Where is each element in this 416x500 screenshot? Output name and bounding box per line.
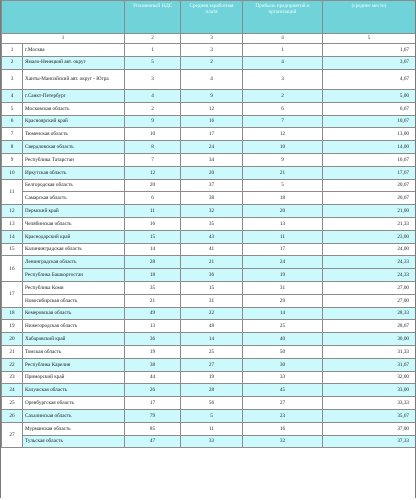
row-number: 16 (2, 256, 23, 282)
table-row (2, 154, 416, 167)
row-number: 25 (2, 397, 23, 410)
salary-rank: 33 (181, 435, 243, 448)
row-number: 17 (2, 282, 23, 308)
vat-rank: 14 (125, 243, 181, 256)
salary-rank: 43 (181, 230, 243, 243)
average-rank: 1,67 (323, 44, 416, 57)
salary-rank: 11 (181, 422, 243, 435)
profit-rank: 12 (243, 128, 323, 141)
region-name: Самарская область (23, 192, 125, 205)
vat-rank: 85 (125, 422, 181, 435)
vat-rank: 20 (125, 179, 181, 192)
average-rank: 21,33 (323, 218, 416, 231)
average-rank: 24,33 (323, 269, 416, 282)
region-name: Республика Коми (23, 282, 125, 295)
region-name: Республика Башкортостан (23, 269, 125, 282)
profit-rank: 27 (243, 397, 323, 410)
vat-rank: 21 (125, 294, 181, 307)
table-row (2, 269, 416, 282)
average-rank: 20,67 (323, 192, 416, 205)
row-number: 3 (2, 69, 23, 90)
salary-rank: 32 (181, 205, 243, 218)
salary-rank: 2 (181, 56, 243, 69)
average-rank: 30,00 (323, 333, 416, 346)
average-rank: 31,67 (323, 358, 416, 371)
table-row (2, 115, 416, 128)
average-rank: 13,00 (323, 128, 416, 141)
profit-rank: 19 (243, 269, 323, 282)
average-rank: 16,67 (323, 154, 416, 167)
average-rank: 17,67 (323, 166, 416, 179)
table-row (2, 90, 416, 103)
region-name: Нижегородская область (23, 320, 125, 333)
region-name: Республика Татарстан (23, 154, 125, 167)
row-number: 6 (2, 115, 23, 128)
table-row (2, 333, 416, 346)
vat-rank: 44 (125, 371, 181, 384)
region-name: Свердловская область (23, 141, 125, 154)
profit-rank: 29 (243, 294, 323, 307)
profit-rank: 23 (243, 410, 323, 423)
row-number: 5 (2, 102, 23, 115)
salary-rank: 3 (181, 44, 243, 57)
region-name: Кемеровская область (23, 307, 125, 320)
table-row (2, 141, 416, 154)
table-row (2, 307, 416, 320)
column-number: 5 (323, 34, 416, 44)
salary-rank: 22 (181, 307, 243, 320)
row-number: 24 (2, 384, 23, 397)
average-rank: 27,00 (323, 294, 416, 307)
table-body (2, 34, 416, 448)
vat-rank: 6 (125, 192, 181, 205)
region-name: Калужская область (23, 384, 125, 397)
vat-rank: 38 (125, 358, 181, 371)
table-row (2, 205, 416, 218)
salary-rank: 21 (181, 256, 243, 269)
salary-rank: 17 (181, 128, 243, 141)
vat-rank: 17 (125, 397, 181, 410)
profit-rank: 25 (243, 320, 323, 333)
salary-rank: 31 (181, 294, 243, 307)
row-number: 11 (2, 179, 23, 205)
vat-rank: 10 (125, 128, 181, 141)
row-number: 19 (2, 320, 23, 333)
row-number: 20 (2, 333, 23, 346)
row-number: 15 (2, 243, 23, 256)
table-row (2, 243, 416, 256)
average-rank: 24,33 (323, 256, 416, 269)
average-rank: 3,67 (323, 56, 416, 69)
vat-rank: 1 (125, 44, 181, 57)
vat-rank: 11 (125, 205, 181, 218)
table-row (2, 371, 416, 384)
salary-rank: 16 (181, 115, 243, 128)
average-rank: 23,00 (323, 230, 416, 243)
region-name: Ямало-Ненецкий авт. округ (23, 56, 125, 69)
profit-rank: 24 (243, 256, 323, 269)
row-number: 9 (2, 154, 23, 167)
vat-rank: 79 (125, 410, 181, 423)
average-rank: 37,33 (323, 435, 416, 448)
region-name: Ленинградская область (23, 256, 125, 269)
region-name: Краснодарский край (23, 230, 125, 243)
salary-rank: 38 (181, 192, 243, 205)
row-number: 7 (2, 128, 23, 141)
region-name: Хабаровский край (23, 333, 125, 346)
average-rank: 33,33 (323, 397, 416, 410)
vat-rank: 35 (125, 282, 181, 295)
average-rank: 28,67 (323, 320, 416, 333)
vat-rank: 28 (125, 256, 181, 269)
table-row (2, 230, 416, 243)
average-rank: 32,00 (323, 371, 416, 384)
table-row (2, 56, 416, 69)
average-rank: 4,67 (323, 69, 416, 90)
table-row (2, 192, 416, 205)
profit-rank: 45 (243, 384, 323, 397)
vat-rank: 47 (125, 435, 181, 448)
salary-rank: 25 (181, 346, 243, 359)
table-row (2, 294, 416, 307)
column-number: 4 (243, 34, 323, 44)
region-name: Тульская область (23, 435, 125, 448)
vat-rank: 3 (125, 69, 181, 90)
profit-rank: 6 (243, 102, 323, 115)
vat-rank: 8 (125, 141, 181, 154)
table-row (2, 410, 416, 423)
salary-rank: 35 (181, 218, 243, 231)
profit-rank: 40 (243, 333, 323, 346)
region-name: Приморский край (23, 371, 125, 384)
vat-rank: 7 (125, 154, 181, 167)
average-rank: 28,33 (323, 307, 416, 320)
vat-rank: 13 (125, 320, 181, 333)
region-name: Пермский край (23, 205, 125, 218)
salary-rank: 14 (181, 333, 243, 346)
region-name: Иркутская область (23, 166, 125, 179)
row-number: 8 (2, 141, 23, 154)
profit-rank: 11 (243, 230, 323, 243)
regions-rating-table (1, 0, 416, 448)
profit-rank: 2 (243, 90, 323, 103)
vat-rank: 4 (125, 90, 181, 103)
header-salary: Средняя заработная плата (181, 1, 243, 34)
salary-rank: 9 (181, 90, 243, 103)
profit-rank: 9 (243, 154, 323, 167)
column-number: 1 (2, 34, 125, 44)
salary-rank: 56 (181, 397, 243, 410)
average-rank: 31,33 (323, 346, 416, 359)
region-name: Ханты-Мансийский авт. округ - Югра (23, 69, 125, 90)
region-name: Оренбургская область (23, 397, 125, 410)
profit-rank: 33 (243, 371, 323, 384)
average-rank: 24,00 (323, 243, 416, 256)
salary-rank: 19 (181, 371, 243, 384)
profit-rank: 20 (243, 205, 323, 218)
average-rank: 33,00 (323, 384, 416, 397)
column-number: 2 (125, 34, 181, 44)
salary-rank: 27 (181, 358, 243, 371)
profit-rank: 14 (243, 307, 323, 320)
table-row (2, 346, 416, 359)
profit-rank: 50 (243, 346, 323, 359)
profit-rank: 17 (243, 243, 323, 256)
vat-rank: 36 (125, 333, 181, 346)
region-name: Республика Карелия (23, 358, 125, 371)
row-number: 13 (2, 218, 23, 231)
region-name: Красноярский край (23, 115, 125, 128)
region-name: г.Москва (23, 44, 125, 57)
region-name: Сахалинская область (23, 410, 125, 423)
table-row (2, 218, 416, 231)
salary-rank: 34 (181, 154, 243, 167)
salary-rank: 12 (181, 102, 243, 115)
table-row (2, 44, 416, 57)
row-number: 18 (2, 307, 23, 320)
average-rank: 20,67 (323, 179, 416, 192)
vat-rank: 16 (125, 218, 181, 231)
table-row (2, 128, 416, 141)
average-rank: 5,00 (323, 90, 416, 103)
average-rank: 21,00 (323, 205, 416, 218)
table-row (2, 397, 416, 410)
profit-rank: 16 (243, 422, 323, 435)
profit-rank: 32 (243, 435, 323, 448)
salary-rank: 48 (181, 320, 243, 333)
row-number: 27 (2, 422, 23, 448)
region-name: Белгородская область (23, 179, 125, 192)
vat-rank: 26 (125, 384, 181, 397)
vat-rank: 49 (125, 307, 181, 320)
vat-rank: 19 (125, 346, 181, 359)
average-rank: 35,67 (323, 410, 416, 423)
table-row (2, 282, 416, 295)
row-number: 1 (2, 44, 23, 57)
vat-rank: 5 (125, 56, 181, 69)
region-name: Челябинская область (23, 218, 125, 231)
salary-rank: 5 (181, 410, 243, 423)
salary-rank: 24 (181, 141, 243, 154)
vat-rank: 15 (125, 230, 181, 243)
average-rank: 27,00 (323, 282, 416, 295)
salary-rank: 41 (181, 243, 243, 256)
region-name: Новосибирская область (23, 294, 125, 307)
profit-rank: 18 (243, 192, 323, 205)
table-header (2, 1, 416, 34)
profit-rank: 31 (243, 282, 323, 295)
table-row (2, 102, 416, 115)
average-rank: 6,67 (323, 102, 416, 115)
row-number: 2 (2, 56, 23, 69)
row-number: 23 (2, 371, 23, 384)
salary-rank: 28 (181, 384, 243, 397)
region-name: Калининградская область (23, 243, 125, 256)
table-row (2, 435, 416, 448)
header-region (2, 1, 125, 34)
row-number: 21 (2, 346, 23, 359)
vat-rank: 9 (125, 115, 181, 128)
table-row (2, 166, 416, 179)
region-name: Тюменская область (23, 128, 125, 141)
profit-rank: 3 (243, 69, 323, 90)
region-name: Мурманская область (23, 422, 125, 435)
column-number: 3 (181, 34, 243, 44)
profit-rank: 5 (243, 179, 323, 192)
salary-rank: 15 (181, 282, 243, 295)
average-rank: 14,00 (323, 141, 416, 154)
table-row (2, 256, 416, 269)
row-number: 26 (2, 410, 23, 423)
region-name: г.Санкт-Петербург (23, 90, 125, 103)
table-row (2, 384, 416, 397)
profit-rank: 1 (243, 44, 323, 57)
region-name: Московская область (23, 102, 125, 115)
row-number: 22 (2, 358, 23, 371)
header-rank: (среднее место) (323, 1, 416, 34)
vat-rank: 12 (125, 166, 181, 179)
table-row (2, 422, 416, 435)
salary-rank: 37 (181, 179, 243, 192)
average-rank: 10,67 (323, 115, 416, 128)
header-vat: Уплаченный НДС (125, 1, 181, 34)
column-number-row (2, 34, 416, 44)
profit-rank: 4 (243, 56, 323, 69)
table-row (2, 320, 416, 333)
profit-rank: 13 (243, 218, 323, 231)
region-name: Томская область (23, 346, 125, 359)
average-rank: 37,00 (323, 422, 416, 435)
salary-rank: 20 (181, 166, 243, 179)
table-row (2, 69, 416, 90)
vat-rank: 18 (125, 269, 181, 282)
table-row (2, 358, 416, 371)
table-row (2, 179, 416, 192)
salary-rank: 4 (181, 69, 243, 90)
row-number: 10 (2, 166, 23, 179)
header-profit: Прибыль предприятий и организаций (243, 1, 323, 34)
profit-rank: 30 (243, 358, 323, 371)
profit-rank: 10 (243, 141, 323, 154)
row-number: 4 (2, 90, 23, 103)
row-number: 14 (2, 230, 23, 243)
vat-rank: 2 (125, 102, 181, 115)
profit-rank: 21 (243, 166, 323, 179)
profit-rank: 7 (243, 115, 323, 128)
row-number: 12 (2, 205, 23, 218)
salary-rank: 36 (181, 269, 243, 282)
